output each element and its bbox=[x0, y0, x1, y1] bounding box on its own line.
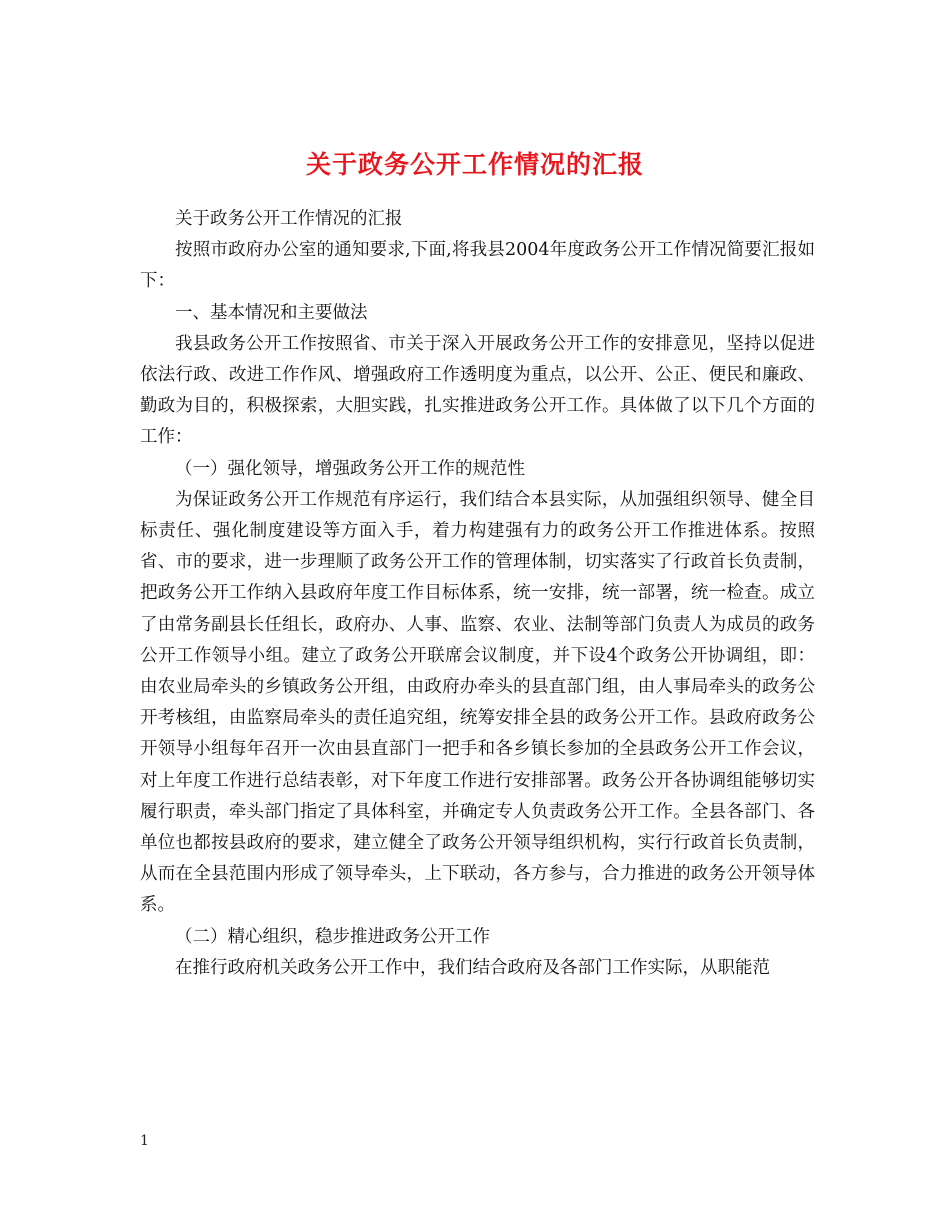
paragraph-intro: 按照市政府办公室的通知要求,下面,将我县2004年度政务公开工作情况简要汇报如下： bbox=[140, 240, 815, 292]
subsection-heading-1: （一）强化领导，增强政务公开工作的规范性 bbox=[175, 458, 525, 479]
paragraph-organization: 在推行政府机关政务公开工作中，我们结合政府及各部门工作实际，从职能范 bbox=[175, 957, 770, 978]
subsection-heading-2: （二）精心组织，稳步推进政务公开工作 bbox=[175, 926, 490, 947]
paragraph-leadership: 为保证政务公开工作规范有序运行，我们结合本县实际，从加强组织领导、健全目标责任、强化制度建设等方面入手，着力构建强有力的政务公开工作推进体系。按照省、市的要求，进一步理顺了政务公开工作的管理体制，切实落实了行政首长负责制，把政务公开工作纳入县政府年度工作目标体系，统一安排，统一部署，统一检查。成立了由常务副县长任组长，政府办、人事、监察、农业、法制等部门负责人为成员的政务公开工作领导小组。建立了政务公开联席会议制度，并下设4个政务公开协调组，即：由农业局牵头的乡镇政务公开组，由政府办牵头的县直部门组，由人事局牵头的政务公开考核组，由监察局牵头的责任追究组，统筹安排全县的政务公开工作。县政府政务公开领导小组每年召开一次由县直部门一把手和各乡镇长参加的全县政务公开工作会议，对上年度工作进行总结表彰，对下年度工作进行安排部署。政务公开各协调组能够切实履行职责，牵头部门指定了具体科室，并确定专人负责政务公开工作。全县各部门、各单位也都按县政府的要求，建立健全了政务公开领导组织机构，实行行政首长负责制，从而在全县范围内形成了领导牵头，上下联动，各方参与，合力推进的政务公开领导体系。 bbox=[140, 489, 815, 916]
document-title: 关于政务公开工作情况的汇报 bbox=[305, 149, 644, 179]
paragraph-overview: 我县政务公开工作按照省、市关于深入开展政务公开工作的安排意见，坚持以促进依法行政、改进工作作风、增强政府工作透明度为重点，以公开、公正、便民和廉政、勤政为目的，积极探索，大胆实践，扎实推进政务公开工作。具体做了以下几个方面的工作： bbox=[140, 333, 815, 448]
page-number: 1 bbox=[140, 1133, 149, 1149]
document-body bbox=[140, 204, 815, 984]
paragraph-heading-repeat: 关于政务公开工作情况的汇报 bbox=[175, 209, 403, 229]
section-heading-basic: 一、基本情况和主要做法 bbox=[175, 302, 368, 323]
